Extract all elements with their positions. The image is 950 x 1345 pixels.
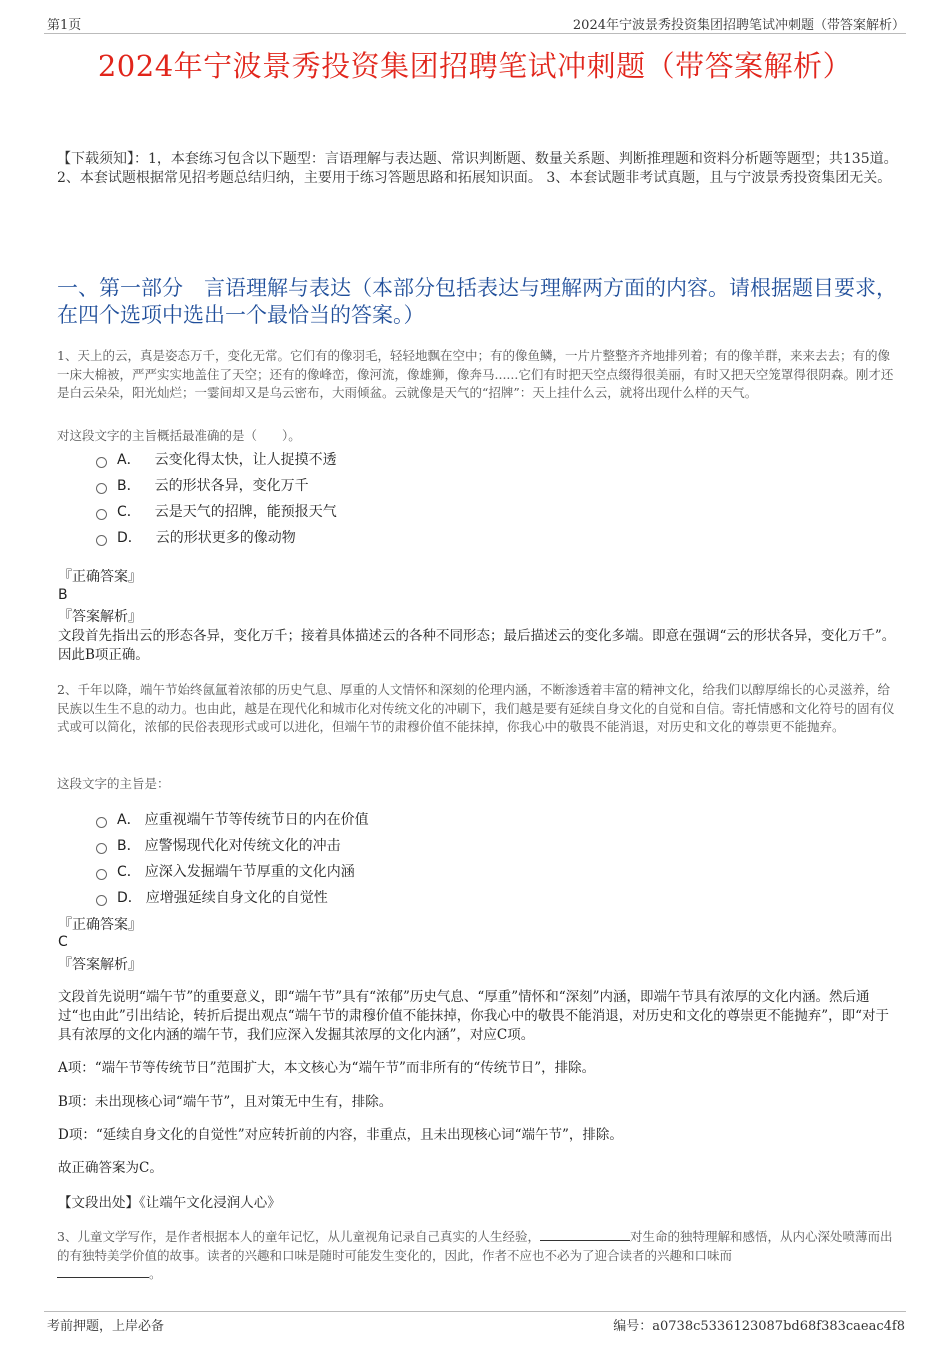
analysis-label: 『答案解析』: [58, 609, 142, 625]
correct-answer: B: [58, 587, 68, 603]
option-b[interactable]: [96, 472, 337, 498]
answer-label: 『正确答案』: [58, 917, 142, 933]
question-2-options: [96, 806, 369, 910]
stem-end: 。: [149, 1266, 162, 1281]
option-text: 云是天气的招牌，能预报天气: [154, 504, 337, 520]
answer-analysis: 文段首先说明“端午节”的重要意义，即“端午节”具有“浓郁”历史气息、“厚重”情怀和“深刻”内涵，即端午节具有浓厚的文化内涵。然后通过“也由此”引出结论，转折后提出观点“端午节的肃穆价值不能抹掉，你我心中的敬畏不能消退，对历史和文化的尊崇更不能抛弃”，即“对于具有浓厚的文化内涵的端午节，我们应深入发掘其浓厚的文化内涵”，对应C项。: [58, 989, 890, 1043]
analysis-label: 『答案解析』: [58, 957, 142, 973]
answer-label: 『正确答案』: [58, 569, 142, 585]
footer-divider: [44, 1311, 906, 1312]
option-text: 云的形状更多的像动物: [155, 530, 296, 546]
option-c[interactable]: [96, 498, 337, 524]
download-notice: 【下载须知】：1，本套练习包含以下题型：言语理解与表达题、常识判断题、数量关系题、判断推理题和资料分析题等题型；共135道。 2、本套试题根据常见招考题总结归纳，主要用于练习答题思路和拓展知识面。 3、本套试题非考试真题，且与宁波景秀投资集团无关。: [57, 151, 898, 186]
option-letter: C．: [117, 864, 141, 880]
option-letter: D．: [117, 890, 142, 906]
footer-slogan: 考前押题，上岸必备: [47, 1319, 165, 1334]
option-letter: A．: [117, 812, 141, 828]
option-text: 应增强延续自身文化的自觉性: [145, 890, 328, 906]
option-d[interactable]: [96, 524, 337, 550]
option-a-note: A项：“端午节等传统节日”范围扩大，本文核心为“端午节”而非所有的“传统节日”，排除。: [58, 1060, 596, 1076]
option-text: 应警惕现代化对传统文化的冲击: [144, 838, 341, 854]
option-text: 云变化得太快，让人捉摸不透: [154, 452, 337, 468]
radio-icon[interactable]: [96, 817, 107, 828]
stem-text-1: 3、儿童文学写作，是作者根据本人的童年记忆，从儿童视角记录自己真实的人生经验，: [57, 1229, 540, 1244]
radio-icon[interactable]: [96, 509, 107, 520]
fill-blank-1[interactable]: [540, 1228, 630, 1241]
option-letter: B．: [117, 838, 141, 854]
question-2-prompt: 这段文字的主旨是：: [57, 776, 170, 791]
question-1-stem: 1、天上的云，真是姿态万千，变化无常。它们有的像羽毛，轻轻地飘在空中；有的像鱼鳞，一片片整整齐齐地排列着；有的像羊群，来来去去；有的像一床大棉被，严严实实地盖住了天空；还有的像峰峦，像河流，像雄狮，像奔马......它们有时把天空点缀得很美丽，有时又把天空笼罩得很阴森。刚才还是白云朵朵，阳光灿烂；一霎间却又是乌云密布，大雨倾盆。云就像是天气的“招牌”：天上挂什么云，就将出现什么样的天气。: [57, 348, 894, 400]
conclusion: 故正确答案为C。: [58, 1160, 163, 1176]
header-divider: [44, 33, 906, 34]
radio-icon[interactable]: [96, 843, 107, 854]
question-1-prompt: 对这段文字的主旨概括最准确的是（ ）。: [57, 428, 301, 443]
fill-blank-2[interactable]: [57, 1265, 149, 1278]
option-c[interactable]: [96, 858, 369, 884]
option-text: 应重视端午节等传统节日的内在价值: [144, 812, 369, 828]
radio-icon[interactable]: [96, 869, 107, 880]
option-a[interactable]: [96, 446, 337, 472]
document-title: 2024年宁波景秀投资集团招聘笔试冲刺题（带答案解析）: [97, 49, 853, 83]
question-3-stem: [57, 1228, 902, 1284]
option-letter: D．: [117, 530, 142, 546]
option-letter: A．: [117, 452, 141, 468]
passage-source: 【文段出处】《让端午文化浸润人心》: [58, 1195, 281, 1211]
section-heading: 一、第一部分 言语理解与表达（本部分包括表达与理解两方面的内容。请根据题目要求，在四个选项中选出一个最恰当的答案。）: [57, 276, 897, 327]
option-b-note: B项：未出现核心词“端午节”，且对策无中生有，排除。: [58, 1094, 393, 1110]
page-number: 第1页: [47, 18, 82, 33]
document-id: 编号：a0738c5336123087bd68f383caeac4f8: [613, 1319, 905, 1334]
question-1-options: [96, 446, 337, 550]
correct-answer: C: [58, 934, 68, 950]
option-a[interactable]: [96, 806, 369, 832]
radio-icon[interactable]: [96, 457, 107, 468]
option-letter: B．: [117, 478, 141, 494]
option-b[interactable]: [96, 832, 369, 858]
option-d[interactable]: [96, 884, 369, 910]
answer-analysis: 文段首先指出云的形态各异，变化万千；接着具体描述云的各种不同形态；最后描述云的变化多端。即意在强调“云的形状各异，变化万千”。因此B项正确。: [58, 628, 896, 663]
radio-icon[interactable]: [96, 895, 107, 906]
option-letter: C．: [117, 504, 141, 520]
question-2-stem: 2、千年以降，端午节始终氤氲着浓郁的历史气息、厚重的人文情怀和深刻的伦理内涵，不断渗透着丰富的精神文化，给我们以醇厚绵长的心灵滋养，给民族以生生不息的动力。也由此，越是在现代化和城市化对传统文化的冲刷下，我们越是要有延续自身文化的自觉和自信。寄托情感和文化符号的固有仪式或可以简化，浓郁的民俗表现形式或可以进化，但端午节的肃穆价值不能抹掉，你我心中的敬畏不能消退，对历史和文化的尊崇更不能抛弃。: [57, 682, 895, 734]
radio-icon[interactable]: [96, 535, 107, 546]
header-doc-title: 2024年宁波景秀投资集团招聘笔试冲刺题（带答案解析）: [572, 18, 905, 33]
option-d-note: D项：“延续自身文化的自觉性”对应转折前的内容，非重点，且未出现核心词“端午节”，排除。: [58, 1127, 623, 1143]
stem-text-2: 对生命的独特理解和感悟，从内心深处喷薄而出的有独特美学价值的故事。读者的兴趣和口味是随时可能发生变化的，因此，作者不应也不必为了迎合读者的兴趣和口味而: [57, 1229, 893, 1263]
option-text: 应深入发掘端午节厚重的文化内涵: [144, 864, 355, 880]
option-text: 云的形状各异，变化万千: [154, 478, 309, 494]
radio-icon[interactable]: [96, 483, 107, 494]
